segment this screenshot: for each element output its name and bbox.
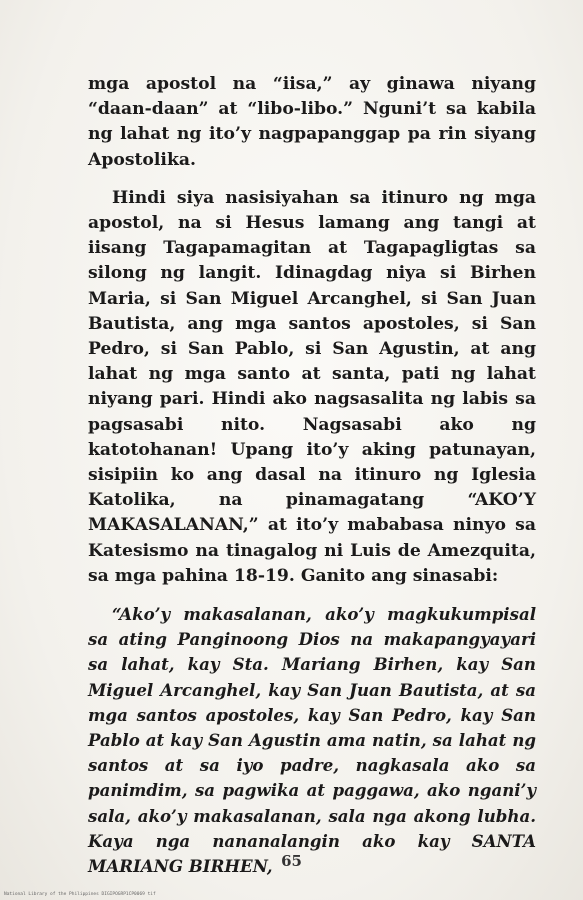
body-text: [88, 72, 536, 879]
scan-footer: National Library of the Philippines DIGIPOGRP1CP0069 tif: [4, 892, 156, 897]
page-number: 65: [281, 852, 302, 870]
paragraph-2: Hindi siya nasisiyahan sa itinuro ng mga apostol, na si Hesus lamang ang tangi at iisang Tagapamagitan at Tagapagligtas sa silong ng langit. Idinagdag niya si Birhen Maria, si San Miguel Arcanghel, si San Juan Bautista, ang mga santos apostoles, si San Pedro, si San Pablo, si San Agustin, at ang lahat ng mga santo at santa, pati ng lahat niyang pari. Hindi ako nagsasalita ng labis sa pagsasabi nito. Nagsasabi ako ng katotohanan! Upang ito’y aking patunayan, sisipiin ko ang dasal na itinuro ng Iglesia Katolika, na pinamagatang “AKO’Y MAKASALANAN,” at ito’y mababasa ninyo sa Katesismo na tinagalog ni Luis de Amezquita, sa mga pahina 18-19. Ganito ang sinasabi:: [88, 187, 536, 586]
paragraph-1: mga apostol na “iisa,” ay ginawa niyang “daan-daan” at “libo-libo.” Nguni’t sa kabila ng lahat ng ito’y nagpapanggap pa rin siyang Apostolika.: [88, 74, 536, 170]
quoted-prayer: “Ako’y makasalanan, ako’y magkukumpisal sa ating Panginoong Dios na makapangyayari sa lahat, kay Sta. Mariang Birhen, kay San Miguel Arcanghel, kay San Juan Bautista, at sa mga santos apostoles, kay San Pedro, kay San Pablo at kay San Agustin ama natin, sa lahat ng santos at sa iyo padre, nagkasala ako sa panimdim, sa pagwika at paggawa, ako ngani’y sala, ako’y makasalanan, sala nga akong lubha. Kaya nga nananalangin ako kay SANTA MARIANG BIRHEN,: [88, 604, 536, 877]
